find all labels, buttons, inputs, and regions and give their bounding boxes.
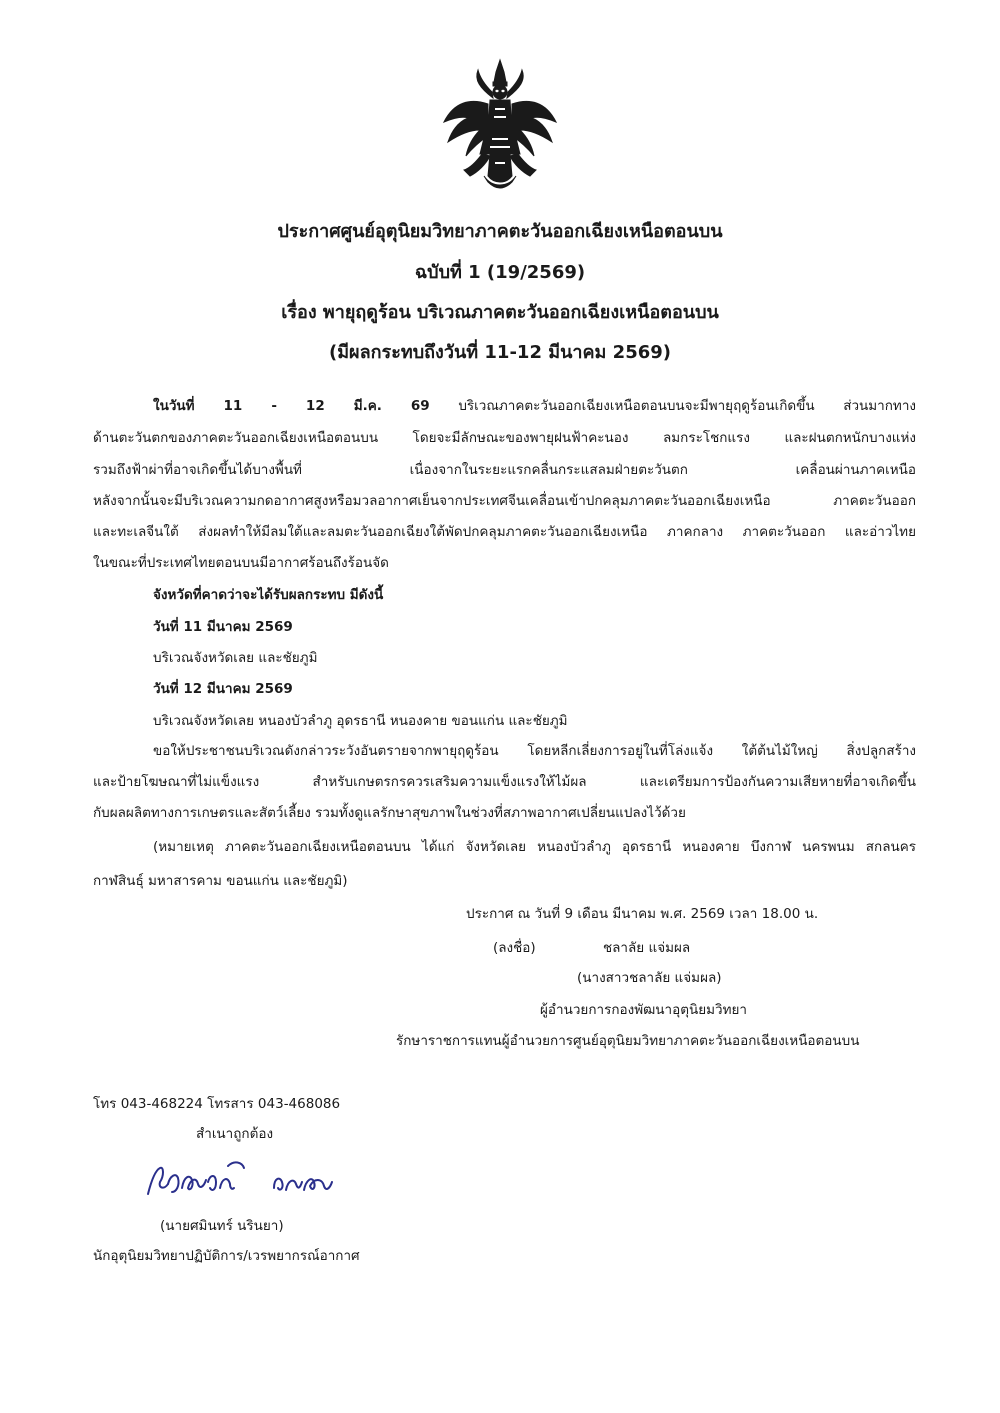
subject-line: เรื่อง พายุฤดูร้อน บริเวณภาคตะวันออกเฉียงเหนือตอนบน — [281, 302, 719, 323]
day-2-heading: วันที่ 12 มีนาคม 2569 — [153, 681, 293, 697]
certified-copy-label: สำเนาถูกต้อง — [196, 1126, 274, 1142]
paragraph-1-line-1 — [153, 395, 916, 417]
signer-name: ชลาลัย แจ่มผล — [603, 940, 691, 956]
signed-label: (ลงชื่อ) — [493, 940, 536, 956]
copy-certifier-position: นักอุตุนิยมวิทยาปฏิบัติการ/เวรพยากรณ์อากาศ — [93, 1248, 360, 1264]
advice-line-3: กับผลผลิตทางการเกษตรและสัตว์เลี้ยง รวมทั้งดูแลรักษาสุขภาพในช่วงที่สภาพอากาศเปลี่ยนแปลงไว้ด้วย — [93, 805, 686, 821]
day-1-heading: วันที่ 11 มีนาคม 2569 — [153, 619, 293, 635]
copy-certifier-name: (นายศมินทร์ นรินยา) — [160, 1218, 284, 1234]
note-line-2: กาฬสินธุ์ มหาสารคาม ขอนแก่น และชัยภูมิ) — [93, 873, 348, 889]
signer-acting-position: รักษาราชการแทนผู้อำนวยการศูนย์อุตุนิยมวิทยาภาคตะวันออกเฉียงเหนือตอนบน — [396, 1033, 860, 1049]
contact-numbers: โทร 043-468224 โทรสาร 043-468086 — [93, 1096, 341, 1112]
advice-line-1: ขอให้ประชาชนบริเวณดังกล่าวระวังอันตรายจากพายุฤดูร้อน โดยหลีกเลี่ยงการอยู่ในที่โล่งแจ้ง ใต้ต้นไม้ใหญ่ สิ่งปลูกสร้าง — [153, 743, 916, 759]
garuda-emblem-icon — [440, 58, 560, 190]
effective-period: (มีผลกระทบถึงวันที่ 11-12 มีนาคม 2569) — [328, 342, 672, 363]
paragraph-1-line-3: รวมถึงฟ้าผ่าที่อาจเกิดขึ้นได้บางพื้นที่ เนื่องจากในระยะแรกคลื่นกระแสลมฝ่ายตะวันตก เคลื่อนผ่านภาคเหนือ — [93, 462, 916, 478]
paragraph-1-line-5: และทะเลจีนใต้ ส่งผลทำให้มีลมใต้และลมตะวันออกเฉียงใต้พัดปกคลุมภาคตะวันออกเฉียงเหนือ ภาคกลาง ภาคตะวันออก และอ่าวไทย — [93, 524, 916, 540]
paragraph-1-lead: ในวันที่ 11 - 12 มี.ค. 69 — [153, 398, 430, 414]
issue-number: ฉบับที่ 1 (19/2569) — [414, 262, 586, 283]
signer-position: ผู้อำนวยการกองพัฒนาอุตุนิยมวิทยา — [540, 1002, 747, 1018]
note-line-1: (หมายเหตุ ภาคตะวันออกเฉียงเหนือตอนบน ได้แก่ จังหวัดเลย หนองบัวลำภู อุดรธานี หนองคาย บึงกาฬ นครพนม สกลนคร — [153, 839, 916, 855]
affected-heading: จังหวัดที่คาดว่าจะได้รับผลกระทบ มีดังนี้ — [153, 587, 384, 603]
advice-line-2: และป้ายโฆษณาที่ไม่แข็งแรง สำหรับเกษตรกรควรเสริมความแข็งแรงให้ไม้ผล และเตรียมการป้องกันความเสียหายที่อาจเกิดขึ้น — [93, 774, 916, 790]
day-2-areas: บริเวณจังหวัดเลย หนองบัวลำภู อุดรธานี หนองคาย ขอนแก่น และชัยภูมิ — [153, 713, 568, 729]
day-1-areas: บริเวณจังหวัดเลย และชัยภูมิ — [153, 650, 318, 666]
paragraph-1-line-4: หลังจากนั้นจะมีบริเวณความกดอากาศสูงหรือมวลอากาศเย็นจากประเทศจีนเคลื่อนเข้าปกคลุมภาคตะวันออกเฉียงเหนือ ภาคตะวันออก — [93, 493, 916, 509]
signer-full-name: (นางสาวชลาลัย แจ่มผล) — [577, 970, 722, 986]
paragraph-1-text: บริเวณภาคตะวันออกเฉียงเหนือตอนบนจะมีพายุฤดูร้อนเกิดขึ้น ส่วนมากทาง — [458, 398, 917, 414]
announcement-title: ประกาศศูนย์อุตุนิยมวิทยาภาคตะวันออกเฉียงเหนือตอนบน — [277, 221, 723, 242]
paragraph-1-line-6: ในขณะที่ประเทศไทยตอนบนมีอากาศร้อนถึงร้อนจัด — [93, 555, 389, 571]
paragraph-1-line-2: ด้านตะวันตกของภาคตะวันออกเฉียงเหนือตอนบน โดยจะมีลักษณะของพายุฝนฟ้าคะนอง ลมกระโชกแรง และฝนตกหนักบางแห่ง — [93, 430, 916, 446]
handwritten-signature — [146, 1158, 336, 1202]
announcement-date: ประกาศ ณ วันที่ 9 เดือน มีนาคม พ.ศ. 2569 เวลา 18.00 น. — [466, 906, 819, 922]
